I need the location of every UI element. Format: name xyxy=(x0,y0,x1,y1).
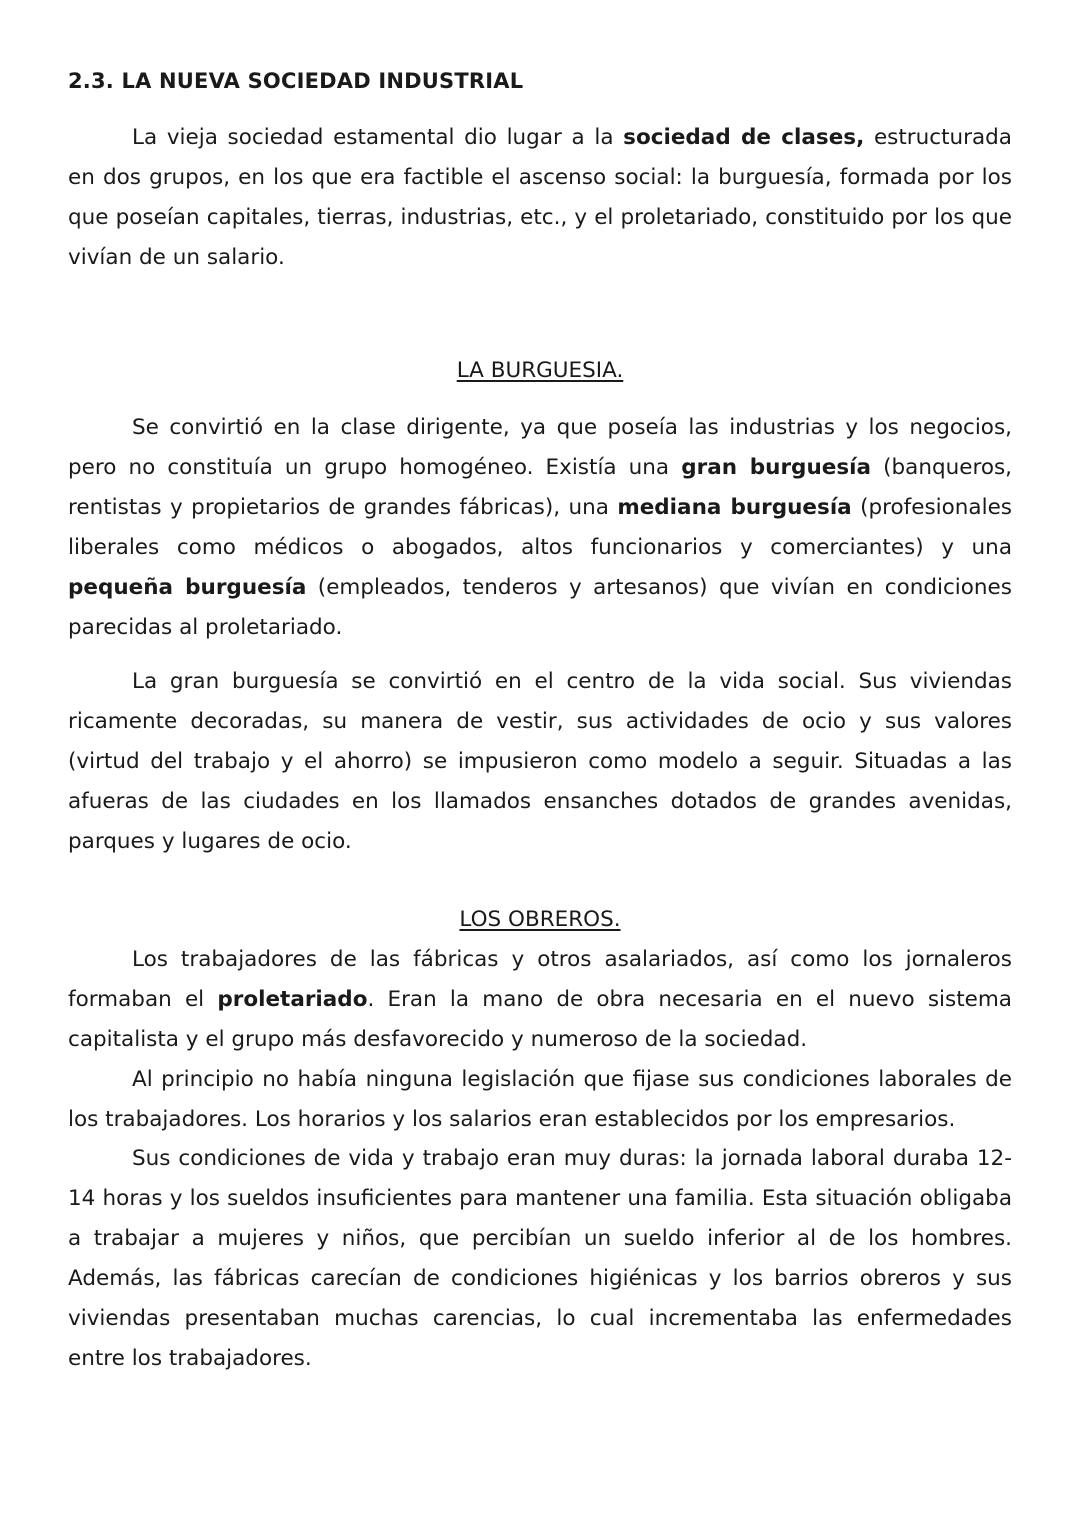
burguesia-p1-text-1: Se convirtió en la clase dirigente, ya que poseía las industrias y los negocios, pero no constituía un grupo homogéneo. Existía una xyxy=(68,415,1012,480)
burguesia-p1-text-4: (empleados, tenderos y artesanos) que vivían en condiciones parecidas al proletariado. xyxy=(68,575,1012,640)
obreros-p1-text-2: . Eran la mano de obra necesaria en el nuevo sistema capitalista y el grupo más desfavorecido y numeroso de la sociedad. xyxy=(68,987,1012,1052)
intro-bold-sociedad-de-clases: sociedad de clases, xyxy=(623,125,865,150)
section-title: 2.3. LA NUEVA SOCIEDAD INDUSTRIAL xyxy=(68,69,524,93)
intro-paragraph xyxy=(68,118,1012,278)
obreros-heading-text: LOS OBREROS. xyxy=(459,907,621,932)
burguesia-paragraph-2: La gran burguesía se convirtió en el centro de la vida social. Sus viviendas ricamente decoradas, su manera de vestir, sus actividades de ocio y sus valores (virtud del trabajo y el ahorro) se impusieron como modelo a seguir. Situadas a las afueras de las ciudades en los llamados ensanches dotados de grandes avenidas, parques y lugares de ocio. xyxy=(68,669,1012,854)
obreros-paragraph-3: Sus condiciones de vida y trabajo eran muy duras: la jornada laboral duraba 12-14 horas y los sueldos insuficientes para mantener una familia. Esta situación obligaba a trabajar a mujeres y niños, que percibían un sueldo inferior al de los hombres. Además, las fábricas carecían de condiciones higiénicas y los barrios obreros y sus viviendas presentaban muchas carencias, lo cual incrementaba las enfermedades entre los trabajadores. xyxy=(68,1146,1012,1371)
obreros-paragraph-1 xyxy=(68,940,1012,1060)
bold-mediana-burguesia: mediana burguesía xyxy=(617,495,852,520)
bold-proletariado: proletariado xyxy=(217,987,368,1012)
bold-gran-burguesia: gran burguesía xyxy=(681,455,872,480)
burguesia-heading-text: LA BURGUESIA. xyxy=(456,358,624,383)
burguesia-heading xyxy=(68,356,1012,386)
burguesia-p1-text-3: (profesionales liberales como médicos o abogados, altos funcionarios y comerciantes) y una xyxy=(68,495,1012,560)
obreros-paragraph-2: Al principio no había ninguna legislación que fijase sus condiciones laborales de los trabajadores. Los horarios y los salarios eran establecidos por los empresarios. xyxy=(68,1067,1012,1132)
obreros-p1-text-1: Los trabajadores de las fábricas y otros asalariados, así como los jornaleros formaban el xyxy=(68,947,1012,1012)
intro-text-1: La vieja sociedad estamental dio lugar a la xyxy=(132,125,624,150)
bold-pequena-burguesia: pequeña burguesía xyxy=(68,575,307,600)
obreros-heading xyxy=(68,905,1012,935)
burguesia-paragraph-1 xyxy=(68,408,1012,648)
intro-text-2: estructurada en dos grupos, en los que era factible el ascenso social: la burguesía, formada por los que poseían capitales, tierras, industrias, etc., y el proletariado, constituido por los que vivían de un salario. xyxy=(68,125,1012,270)
burguesia-p1-text-2: (banqueros, rentistas y propietarios de grandes fábricas), una xyxy=(68,455,1013,520)
